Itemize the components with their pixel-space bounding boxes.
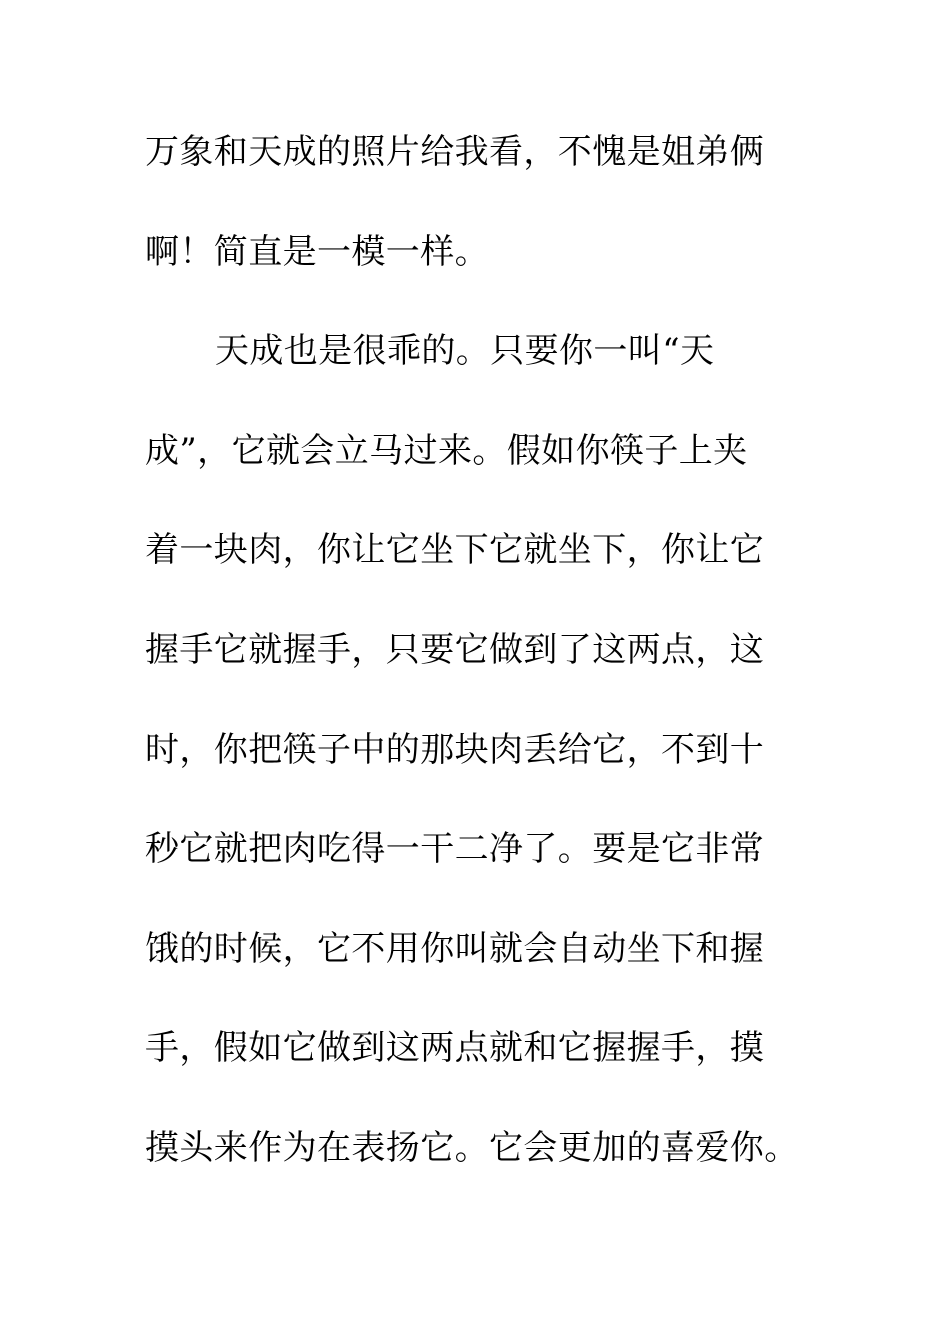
text-line: 成”，它就会立马过来。假如你筷子上夹	[145, 430, 748, 471]
text-line: 时，你把筷子中的那块肉丢给它，不到十	[145, 729, 765, 770]
body-text	[145, 103, 825, 1199]
text-line: 摸头来作为在表扬它。它会更加的喜爱你。	[145, 1127, 799, 1168]
text-line: 着一块肉，你让它坐下它就坐下，你让它	[145, 530, 765, 571]
paragraph-start-line: 天成也是很乖的。只要你一叫“天	[215, 331, 715, 372]
text-line: 啊！简直是一模一样。	[145, 231, 489, 272]
text-line: 万象和天成的照片给我看，不愧是姐弟俩	[145, 132, 765, 172]
text-line: 手，假如它做到这两点就和它握握手，摸	[145, 1028, 765, 1069]
text-line: 秒它就把肉吃得一干二净了。要是它非常	[145, 829, 765, 870]
text-line: 握手它就握手，只要它做到了这两点，这	[145, 629, 765, 670]
text-line: 饿的时候，它不用你叫就会自动坐下和握	[145, 928, 765, 969]
